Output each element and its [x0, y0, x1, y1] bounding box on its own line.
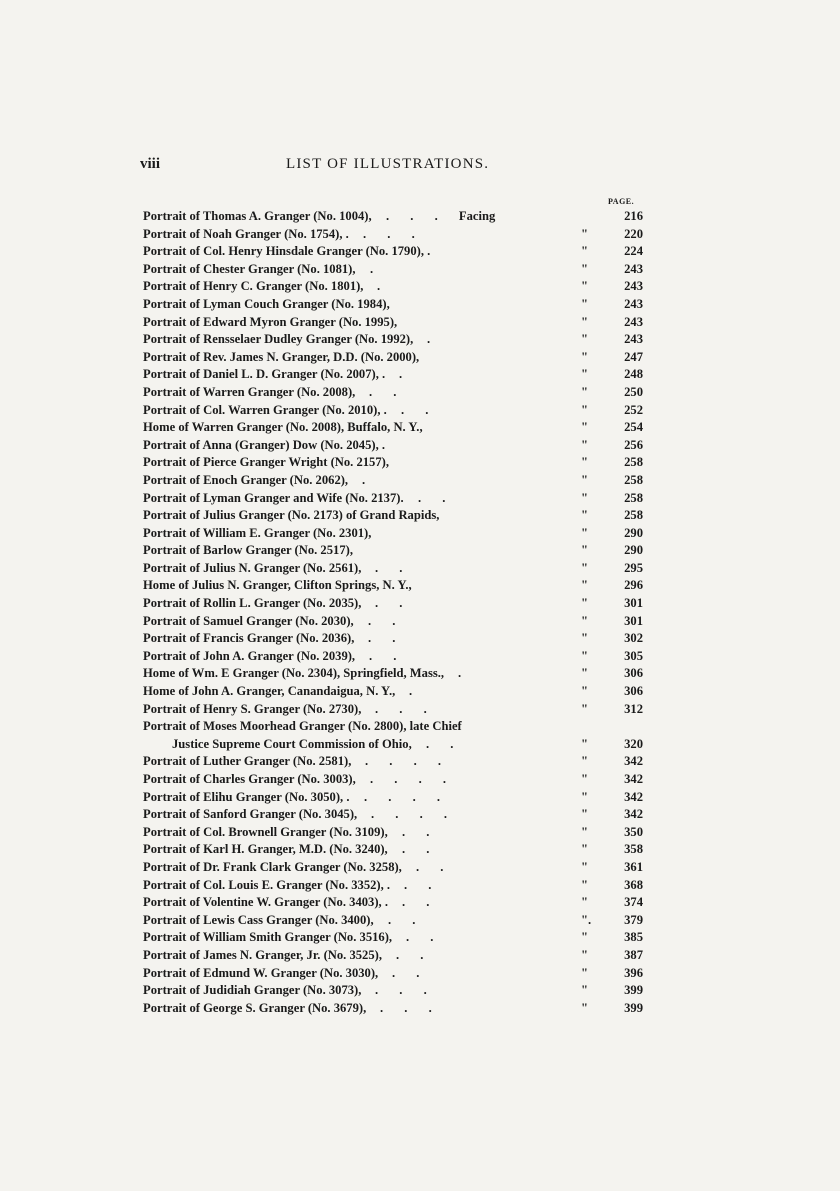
entry-text: Home of John A. Granger, Canandaigua, N. Y.,	[143, 684, 396, 699]
page-ref: 342	[624, 807, 643, 822]
page-number: viii	[140, 156, 161, 172]
entry-text: Portrait of Rollin L. Granger (No. 2035),	[143, 596, 362, 611]
leader-dots: . .	[375, 560, 403, 575]
entry-text: Portrait of Henry C. Granger (No. 1801),	[143, 279, 364, 294]
entry-text: Portrait of Elihu Granger (No. 3050), .	[143, 789, 350, 804]
list-item	[143, 841, 643, 859]
ditto-mark: "	[581, 930, 588, 945]
ditto-mark: "	[581, 596, 588, 611]
page-ref: 302	[624, 631, 643, 646]
entry-text: Portrait of William E. Granger (No. 2301),	[143, 525, 372, 540]
list-item	[143, 331, 643, 349]
page-ref: 216	[624, 209, 643, 223]
list-item	[143, 806, 643, 824]
page-ref: 379	[624, 912, 643, 927]
list-item	[143, 947, 643, 965]
list-item	[143, 560, 643, 578]
page-ref: 296	[624, 578, 643, 593]
ditto-mark: "	[581, 314, 588, 329]
leader-dots: . .	[388, 912, 416, 927]
page-ref: 247	[624, 349, 643, 364]
page-ref: 301	[624, 596, 643, 611]
entry-text: Justice Supreme Court Commission of Ohio,	[172, 736, 412, 751]
leader-dots: .	[409, 684, 413, 699]
ditto-mark: ".	[581, 912, 592, 927]
entry-text: Portrait of William Smith Granger (No. 3516),	[143, 930, 393, 945]
entry-text: Portrait of Sanford Granger (No. 3045),	[143, 807, 358, 822]
entry-text: Portrait of Judidiah Granger (No. 3073),	[143, 983, 362, 998]
list-item	[143, 859, 643, 877]
leader-dots: . . . .	[364, 789, 441, 804]
leader-dots: . .	[401, 402, 429, 417]
entry-text: Portrait of Moses Moorhead Granger (No. 2800), late Chief	[143, 719, 462, 734]
entry-text: Portrait of Edward Myron Granger (No. 1995),	[143, 314, 398, 329]
page-ref: 243	[624, 314, 643, 329]
leader-dots: . .	[368, 613, 396, 628]
page-ref: 374	[624, 895, 643, 910]
leader-dots: . . .	[375, 983, 427, 998]
leader-dots: . . .	[380, 1000, 432, 1015]
ditto-mark: "	[581, 455, 588, 470]
entry-text: Home of Julius N. Granger, Clifton Springs, N. Y.,	[143, 578, 412, 593]
page-ref: 290	[624, 525, 643, 540]
entry-text: Portrait of Barlow Granger (No. 2517),	[143, 543, 353, 558]
ditto-mark: "	[581, 842, 588, 857]
list-item	[143, 982, 643, 1000]
leader-dots: . .	[402, 824, 430, 839]
page-ref: 290	[624, 543, 643, 558]
ditto-mark: "	[581, 384, 588, 399]
page-column-label: PAGE.	[608, 197, 635, 206]
leader-dots: . .	[404, 877, 432, 892]
page-ref: 358	[624, 842, 643, 857]
entry-text: Portrait of Rensselaer Dudley Granger (No. 1992),	[143, 332, 414, 347]
leader-dots: . .	[392, 965, 420, 980]
ditto-mark: "	[581, 296, 588, 311]
entry-text: Portrait of Henry S. Granger (No. 2730),	[143, 701, 362, 716]
entry-text: Portrait of Karl H. Granger, M.D. (No. 3240),	[143, 842, 388, 857]
entry-text: Portrait of Volentine W. Granger (No. 3403), .	[143, 895, 388, 910]
entry-text: Portrait of George S. Granger (No. 3679),	[143, 1000, 367, 1015]
page-ref: 258	[624, 508, 643, 523]
leader-dots: .	[377, 279, 381, 294]
page-ref: 243	[624, 332, 643, 347]
leader-dots: .	[458, 666, 462, 681]
page-ref: 342	[624, 754, 643, 769]
page-ref: 301	[624, 613, 643, 628]
ditto-mark: "	[581, 508, 588, 523]
entry-text: Portrait of Samuel Granger (No. 2030),	[143, 613, 354, 628]
list-item	[143, 366, 643, 384]
entry-text: Portrait of Thomas A. Granger (No. 1004),	[143, 209, 372, 223]
ditto-mark: "	[581, 332, 588, 347]
ditto-mark: "	[581, 472, 588, 487]
ditto-mark: "	[581, 490, 588, 505]
entry-text: Portrait of Col. Louis E. Granger (No. 3352), .	[143, 877, 391, 892]
leader-dots: . .	[396, 947, 424, 962]
entry-text: Portrait of Lewis Cass Granger (No. 3400),	[143, 912, 374, 927]
page-ref: 248	[624, 367, 643, 382]
ditto-mark: "	[581, 684, 588, 699]
list-item	[143, 824, 643, 842]
page-ref: 396	[624, 965, 643, 980]
entry-text: Portrait of Luther Granger (No. 2581),	[143, 754, 352, 769]
entry-text: Portrait of Chester Granger (No. 1081),	[143, 261, 356, 276]
list-item	[143, 683, 643, 701]
list-item	[143, 208, 643, 226]
illustrations-list	[143, 208, 643, 1017]
ditto-mark: "	[581, 859, 588, 874]
leader-dots: . . . .	[371, 807, 448, 822]
leader-dots: .	[399, 367, 403, 382]
list-item	[143, 965, 643, 983]
page-ref: 306	[624, 684, 643, 699]
leader-dots: . .	[402, 842, 430, 857]
list-item	[143, 402, 643, 420]
entry-text: Portrait of Pierce Granger Wright (No. 2157),	[143, 455, 389, 470]
ditto-mark: "	[581, 754, 588, 769]
ditto-mark: "	[581, 1000, 588, 1015]
page-ref: 258	[624, 472, 643, 487]
leader-dots: . . . Facing	[386, 209, 496, 223]
list-item	[143, 243, 643, 261]
leader-dots: . .	[369, 384, 397, 399]
entry-text: Portrait of Edmund W. Granger (No. 3030),	[143, 965, 379, 980]
ditto-mark: "	[581, 349, 588, 364]
page-ref: 252	[624, 402, 643, 417]
page-ref: 250	[624, 384, 643, 399]
list-item	[143, 595, 643, 613]
page-ref: 254	[624, 420, 643, 435]
ditto-mark: "	[581, 543, 588, 558]
leader-dots: . .	[368, 631, 396, 646]
list-item	[143, 349, 643, 367]
list-item	[143, 472, 643, 490]
ditto-mark: "	[581, 877, 588, 892]
list-item	[143, 296, 643, 314]
list-item	[143, 771, 643, 789]
ditto-mark: "	[581, 244, 588, 259]
list-item	[143, 577, 643, 595]
entry-text: Portrait of Francis Granger (No. 2036),	[143, 631, 355, 646]
entry-text: Portrait of Col. Henry Hinsdale Granger (No. 1790), .	[143, 244, 431, 259]
leader-dots: . .	[426, 736, 454, 751]
list-item	[143, 419, 643, 437]
list-item	[143, 648, 643, 666]
ditto-mark: "	[581, 578, 588, 593]
list-item	[143, 929, 643, 947]
ditto-mark: "	[581, 613, 588, 628]
entry-text: Home of Wm. E Granger (No. 2304), Springfield, Mass.,	[143, 666, 445, 681]
ditto-mark: "	[581, 895, 588, 910]
entry-text: Portrait of John A. Granger (No. 2039),	[143, 648, 356, 663]
ditto-mark: "	[581, 560, 588, 575]
leader-dots: . .	[369, 648, 397, 663]
page-ref: 387	[624, 947, 643, 962]
entry-text: Portrait of Lyman Couch Granger (No. 1984),	[143, 296, 390, 311]
page-ref: 224	[624, 244, 643, 259]
ditto-mark: "	[581, 279, 588, 294]
ditto-mark: "	[581, 226, 588, 241]
page-ref: 243	[624, 279, 643, 294]
ditto-mark: "	[581, 261, 588, 276]
ditto-mark: "	[581, 367, 588, 382]
leader-dots: .	[362, 472, 366, 487]
list-item	[143, 701, 643, 719]
ditto-mark: "	[581, 807, 588, 822]
page-ref: 258	[624, 455, 643, 470]
list-item	[143, 912, 643, 930]
leader-dots: . . .	[363, 226, 415, 241]
entry-text: Portrait of Warren Granger (No. 2008),	[143, 384, 356, 399]
ditto-mark: "	[581, 701, 588, 716]
page-ref: 220	[624, 226, 643, 241]
list-item	[143, 525, 643, 543]
list-item	[143, 753, 643, 771]
entry-text: Portrait of Anna (Granger) Dow (No. 2045), .	[143, 437, 386, 452]
entry-text: Portrait of Noah Granger (No. 1754), .	[143, 226, 349, 241]
leader-dots: . .	[406, 930, 434, 945]
list-item	[143, 613, 643, 631]
page-ref: 256	[624, 437, 643, 452]
ditto-mark: "	[581, 736, 588, 751]
ditto-mark: "	[581, 666, 588, 681]
page-ref: 243	[624, 296, 643, 311]
page-ref: 399	[624, 1000, 643, 1015]
leader-dots: .	[370, 261, 374, 276]
entry-text: Portrait of Col. Warren Granger (No. 2010), .	[143, 402, 387, 417]
entry-text: Portrait of Julius N. Granger (No. 2561),	[143, 560, 362, 575]
leader-dots: . . . .	[370, 772, 447, 786]
page-ref: 385	[624, 930, 643, 945]
ditto-mark: "	[581, 631, 588, 646]
list-item	[143, 454, 643, 472]
list-item	[143, 507, 643, 525]
page-ref: 258	[624, 490, 643, 505]
ditto-mark: "	[581, 648, 588, 663]
ditto-mark: "	[581, 402, 588, 417]
ditto-mark: "	[581, 965, 588, 980]
ditto-mark: "	[581, 789, 588, 804]
entry-text: Portrait of James N. Granger, Jr. (No. 3525),	[143, 947, 382, 962]
entry-text: Portrait of Col. Brownell Granger (No. 3109),	[143, 824, 388, 839]
list-item	[143, 665, 643, 683]
list-item	[143, 894, 643, 912]
list-item	[143, 630, 643, 648]
leader-dots: . .	[375, 596, 403, 611]
page-title: LIST OF ILLUSTRATIONS.	[286, 156, 490, 172]
list-item	[143, 384, 643, 402]
entry-text: Portrait of Daniel L. D. Granger (No. 2007), .	[143, 367, 386, 382]
page-ref: 243	[624, 261, 643, 276]
list-item	[143, 437, 643, 455]
page-ref: 305	[624, 648, 643, 663]
list-item	[143, 226, 643, 244]
leader-dots: . .	[418, 490, 446, 505]
list-item	[143, 1000, 643, 1018]
list-item	[143, 490, 643, 508]
ditto-mark: "	[581, 525, 588, 540]
list-item	[143, 736, 643, 754]
ditto-mark: "	[581, 947, 588, 962]
list-item	[143, 261, 643, 279]
leader-dots: . .	[402, 895, 430, 910]
leader-dots: . .	[416, 859, 444, 874]
list-item	[143, 718, 643, 736]
entry-text: Portrait of Rev. James N. Granger, D.D. (No. 2000),	[143, 349, 420, 364]
page-ref: 320	[624, 736, 643, 751]
page-ref: 399	[624, 983, 643, 998]
entry-text: Portrait of Julius Granger (No. 2173) of Grand Rapids,	[143, 508, 440, 523]
entry-text: Home of Warren Granger (No. 2008), Buffalo, N. Y.,	[143, 420, 423, 435]
leader-dots: .	[427, 332, 431, 347]
page-ref: 342	[624, 789, 643, 804]
page-ref: 350	[624, 824, 643, 839]
page-ref: 361	[624, 859, 643, 874]
ditto-mark: "	[581, 824, 588, 839]
list-item	[143, 542, 643, 560]
ditto-mark: "	[581, 420, 588, 435]
ditto-mark: "	[581, 772, 588, 786]
list-item	[143, 789, 643, 807]
list-item	[143, 877, 643, 895]
list-item	[143, 278, 643, 296]
page-ref: 306	[624, 666, 643, 681]
leader-dots: . . .	[375, 701, 427, 716]
list-item	[143, 314, 643, 332]
ditto-mark: "	[581, 983, 588, 998]
entry-text: Portrait of Charles Granger (No. 3003),	[143, 772, 356, 786]
page-ref: 295	[624, 560, 643, 575]
leader-dots: . . . .	[365, 754, 442, 769]
page-header	[140, 156, 680, 180]
page-ref: 368	[624, 877, 643, 892]
entry-text: Portrait of Dr. Frank Clark Granger (No. 3258),	[143, 859, 402, 874]
entry-text: Portrait of Lyman Granger and Wife (No. 2137).	[143, 490, 404, 505]
page-ref: 342	[624, 772, 643, 786]
page-ref: 312	[624, 701, 643, 716]
ditto-mark: "	[581, 437, 588, 452]
entry-text: Portrait of Enoch Granger (No. 2062),	[143, 472, 349, 487]
